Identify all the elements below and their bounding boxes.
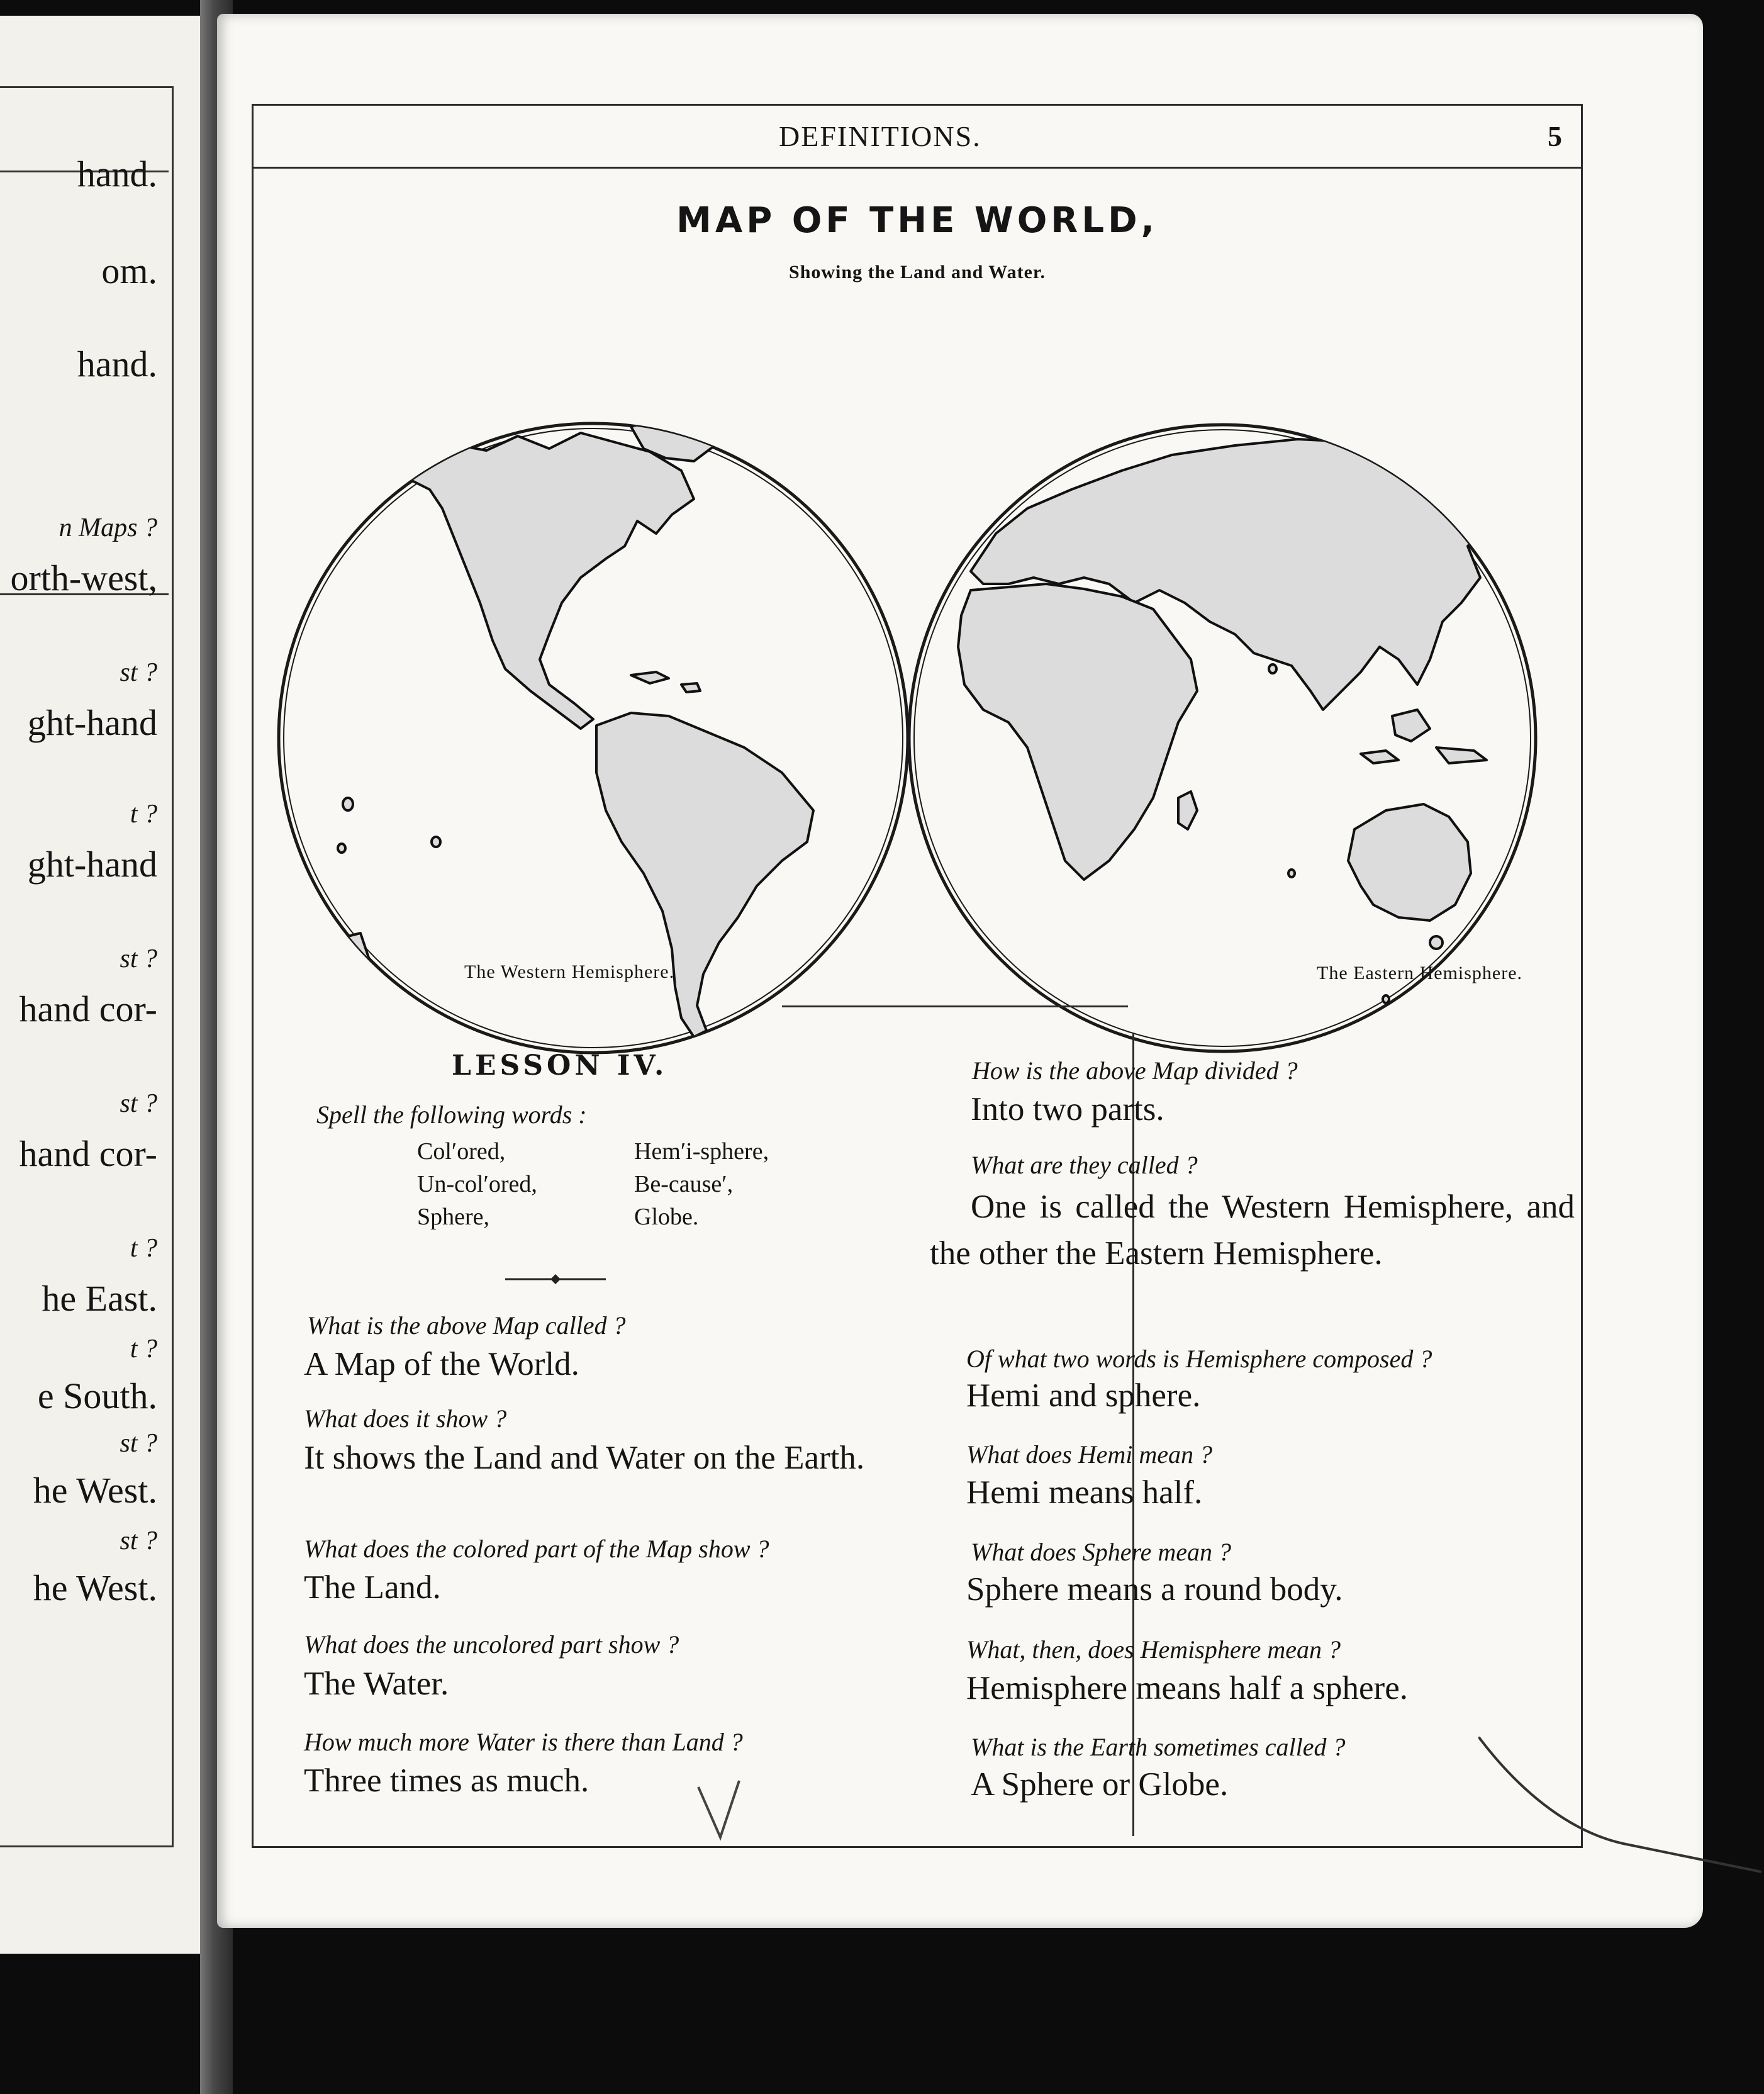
lesson-heading: LESSON IV. xyxy=(452,1050,668,1082)
spell-prompt: Spell the following words : xyxy=(316,1100,587,1129)
facing-answer-fragment: e South. xyxy=(37,1375,157,1416)
section-rule xyxy=(782,1005,1128,1007)
eastern-hemisphere-caption: The Eastern Hemisphere. xyxy=(1317,963,1523,983)
facing-answer-fragment: ght-hand xyxy=(27,844,157,885)
pencil-stroke xyxy=(1478,1737,1761,1875)
facing-question-fragment: st ? xyxy=(120,1089,157,1118)
spelling-word: Hem′i-sphere, xyxy=(634,1138,769,1165)
page xyxy=(217,14,1703,1928)
facing-answer-fragment: ght-hand xyxy=(27,702,157,743)
western-hemisphere-caption: The Western Hemisphere. xyxy=(464,961,675,982)
question-text: What does the uncolored part show ? xyxy=(304,1630,679,1659)
ornament-divider xyxy=(505,1270,606,1289)
map-subtitle: Showing the Land and Water. xyxy=(789,262,1046,283)
spelling-word: Sphere, xyxy=(417,1204,490,1230)
question-text: What does it show ? xyxy=(304,1404,507,1433)
facing-answer-fragment: he East. xyxy=(42,1278,157,1319)
answer-text: Into two parts. xyxy=(971,1091,1164,1128)
caribbean-islands xyxy=(631,672,700,692)
facing-answer-fragment: he West. xyxy=(33,1567,157,1608)
answer-text: It shows the Land and Water on the Earth. xyxy=(304,1440,865,1476)
facing-answer-fragment: om. xyxy=(101,250,157,291)
answer-text: Three times as much. xyxy=(304,1762,589,1799)
map-title: MAP OF THE WORLD, xyxy=(676,200,1158,241)
answer-text: Hemisphere means half a sphere. xyxy=(966,1670,1408,1706)
running-head xyxy=(254,120,1581,157)
facing-question-fragment: st ? xyxy=(120,658,157,687)
answer-text: The Water. xyxy=(304,1666,449,1702)
answer-text: One is called the Western Hemisphere, and the other the Eastern Hemisphere. xyxy=(930,1189,1575,1272)
header-rule xyxy=(254,167,1581,169)
south-america-landmass xyxy=(596,713,813,1037)
facing-question-fragment: st ? xyxy=(120,944,157,973)
question-text: What does Sphere mean ? xyxy=(971,1538,1231,1566)
question-text: Of what two words is Hemisphere composed ? xyxy=(966,1345,1432,1373)
facing-question-fragment: st ? xyxy=(120,1429,157,1458)
spelling-word: Globe. xyxy=(634,1204,699,1230)
page-border xyxy=(252,104,1583,1848)
question-text: What does the colored part of the Map show ? xyxy=(304,1535,769,1563)
facing-answer-fragment: hand. xyxy=(77,344,157,384)
eastern-hemisphere xyxy=(909,425,1536,1051)
answer-text: Hemi means half. xyxy=(966,1474,1203,1511)
spelling-word: Un-col′ored, xyxy=(417,1171,537,1197)
facing-question-fragment: t ? xyxy=(130,1234,157,1263)
western-hemisphere xyxy=(279,417,908,1053)
answer-text: Sphere means a round body. xyxy=(966,1571,1343,1608)
question-text: What are they called ? xyxy=(971,1151,1198,1179)
spelling-word: Col′ored, xyxy=(417,1138,506,1165)
facing-answer-fragment: hand cor- xyxy=(19,1133,157,1174)
madagascar-landmass xyxy=(1178,792,1197,829)
facing-answer-fragment: hand cor- xyxy=(19,988,157,1029)
new-zealand-landmass xyxy=(348,933,373,993)
africa-landmass xyxy=(958,584,1197,880)
facing-question-fragment: t ? xyxy=(130,800,157,829)
question-text: What, then, does Hemisphere mean ? xyxy=(966,1635,1341,1664)
answer-text: A Map of the World. xyxy=(304,1346,579,1382)
question-text: What is the Earth sometimes called ? xyxy=(971,1733,1346,1761)
answer-text: A Sphere or Globe. xyxy=(971,1766,1229,1803)
answer-text: Hemi and sphere. xyxy=(966,1377,1201,1414)
australia-landmass xyxy=(1348,804,1471,921)
question-text: How much more Water is there than Land ? xyxy=(304,1728,743,1756)
east-indies-islands xyxy=(1361,710,1487,763)
question-text: What is the above Map called ? xyxy=(307,1311,626,1340)
facing-question-fragment: n Maps ? xyxy=(59,513,157,542)
page-number: 5 xyxy=(1548,120,1562,152)
spelling-word: Be-cause′, xyxy=(634,1171,734,1197)
facing-answer-fragment: he West. xyxy=(33,1470,157,1511)
facing-page xyxy=(0,16,200,1954)
question-text: What does Hemi mean ? xyxy=(966,1440,1213,1469)
answer-text: The Land. xyxy=(304,1569,441,1606)
running-head-title: DEFINITIONS. xyxy=(779,120,981,152)
facing-question-fragment: st ? xyxy=(120,1526,157,1555)
question-text: How is the above Map divided ? xyxy=(972,1056,1298,1085)
facing-question-fragment: t ? xyxy=(130,1335,157,1363)
pencil-check-mark xyxy=(692,1774,749,1850)
world-map xyxy=(254,307,1581,1119)
facing-answer-fragment: hand. xyxy=(77,154,157,194)
facing-answer-fragment: orth-west, xyxy=(10,557,157,598)
